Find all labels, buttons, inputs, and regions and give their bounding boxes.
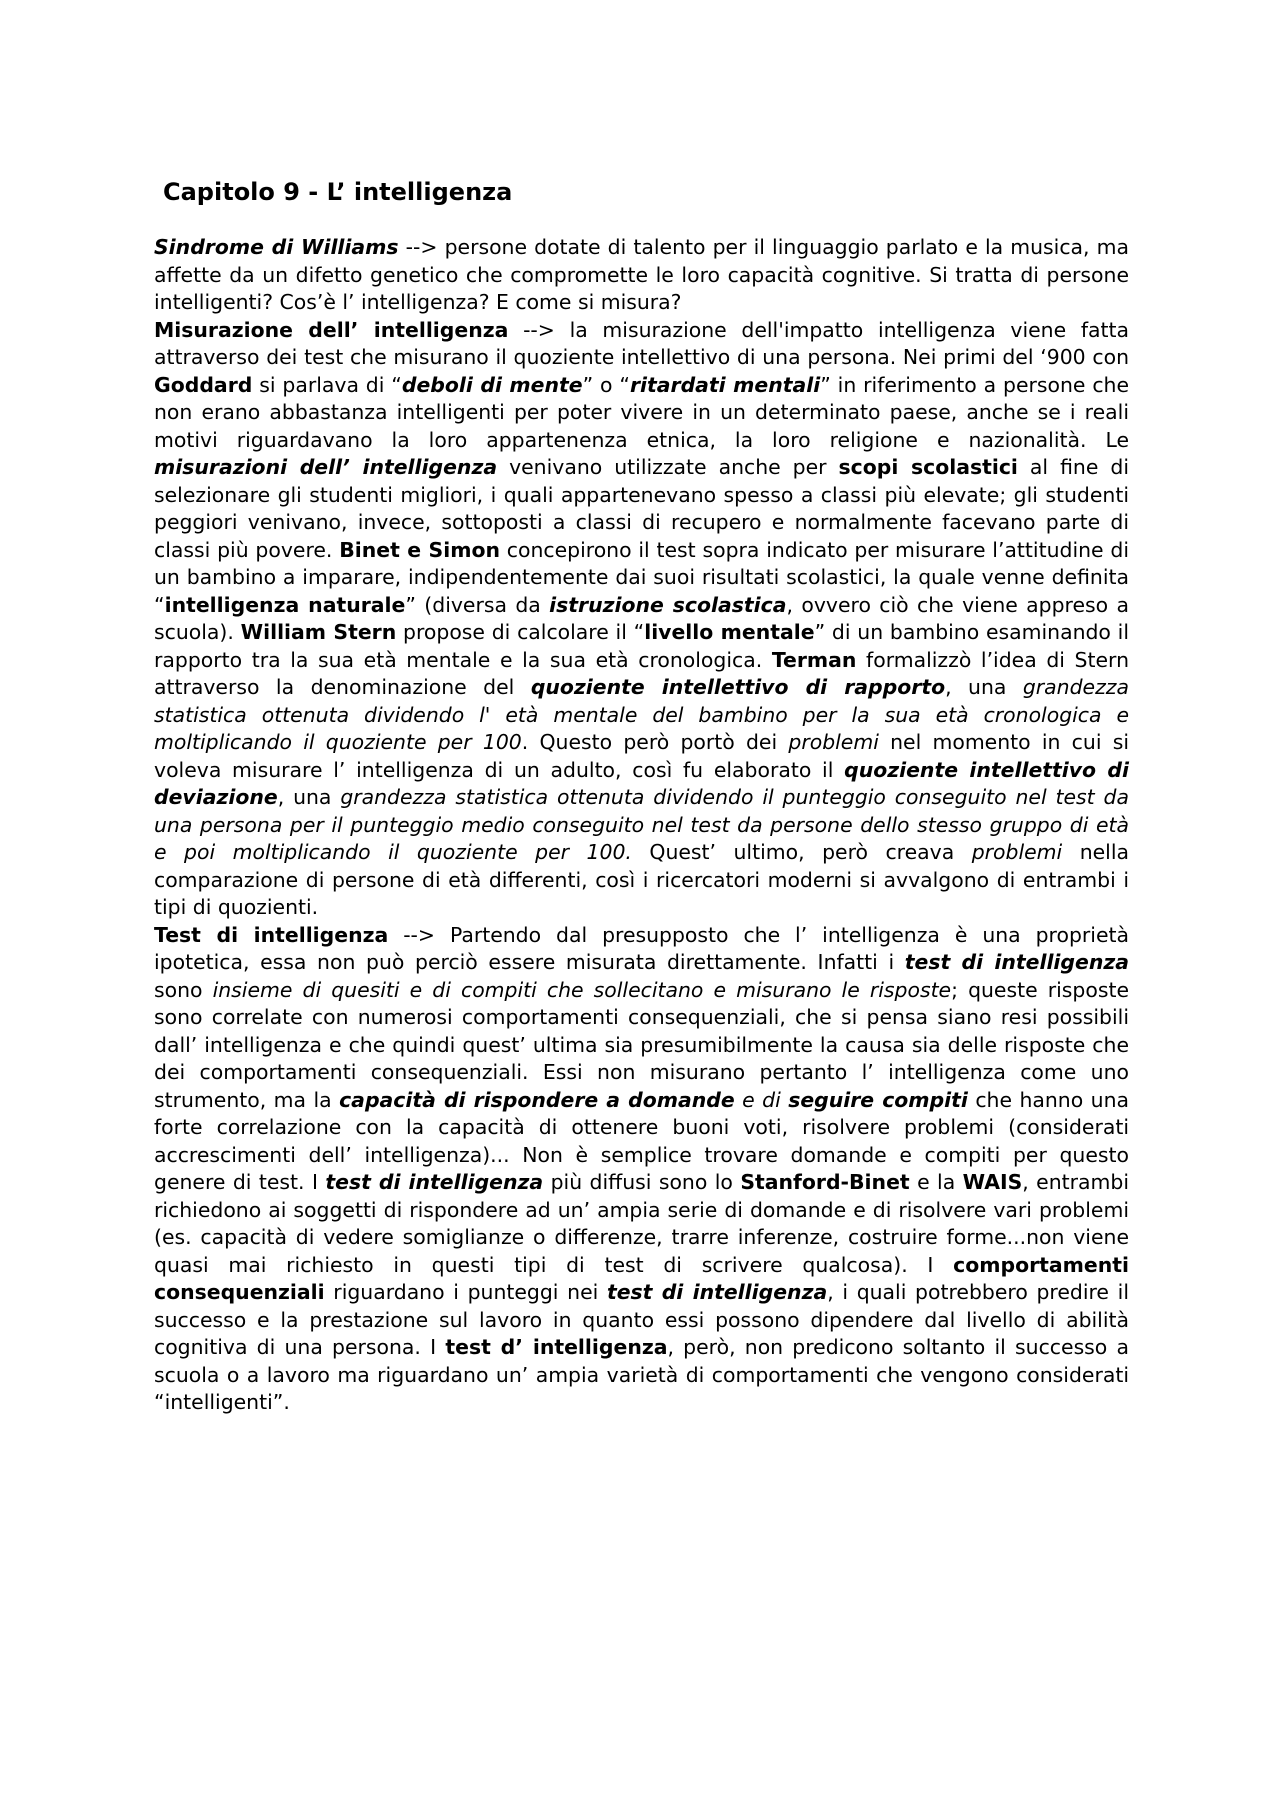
bold-italic-text: capacità di rispondere a domande (339, 1087, 735, 1112)
body-text (735, 1088, 742, 1112)
document-body (154, 234, 1129, 1417)
bold-text: WAIS (962, 1170, 1023, 1194)
body-text: concepirono il test sopra indicato per misurare l’attitudine di un bambino a imparare, indipendentemente dai suoi risultati scolastici, la quale venne definita “ (154, 537, 1129, 617)
bold-italic-text: seguire compiti (788, 1087, 968, 1112)
body-text: Quest’ ultimo, però creava (631, 840, 972, 864)
italic-text: problemi (788, 730, 879, 754)
body-text: e la (909, 1170, 963, 1194)
bold-text: William Stern (240, 620, 397, 644)
body-text: ” (diversa da (405, 592, 550, 617)
bold-italic-text: misurazioni dell’ intelligenza (154, 455, 498, 479)
body-text: che hanno una forte correlazione con la capacità di ottenere buoni voti, risolvere problemi (considerati accrescimenti dell’ intelligenza)... Non è semplice trovare domande e compiti per questo genere di test. I (154, 1087, 1129, 1194)
paragraph (154, 922, 1129, 1417)
body-text: ” di un bambino esaminando il rapporto tra la sua età mentale e la sua età cronologica. (154, 620, 1129, 672)
body-text: si parlava di “ (252, 372, 402, 397)
body-text: più diffusi sono lo (543, 1170, 741, 1194)
body-text: , però, non predicono soltanto il successo a scuola o a lavoro ma riguardano un’ ampia varietà di comportamenti che vengono considerati “intelligenti”. (154, 1335, 1129, 1414)
bold-text: Stanford-Binet (740, 1170, 910, 1194)
bold-italic-text: test di intelligenza (606, 1280, 828, 1304)
bold-italic-text: quoziente intellettivo di deviazione (154, 757, 1130, 809)
body-text: ; queste risposte sono correlate con numerosi comportamenti consequenziali, che si pensa siano resi possibili dall’ intelligenza e che quindi quest’ ultima sia presumibilmente la causa sia delle risposte che dei comportamenti consequenziali. Essi non misurano pertanto l’ intelligenza come uno strumento, ma la (154, 977, 1129, 1112)
body-text: propose di calcolare il “ (396, 620, 645, 644)
body-text: nella comparazione di persone di età differenti, così i ricercatori moderni si avvalgono di entrambi i tipi di quozienti. (154, 840, 1129, 919)
italic-text: e di (742, 1087, 781, 1112)
chapter-title: Capitolo 9 - L’ intelligenza (163, 178, 513, 206)
body-text: , una (945, 675, 1023, 699)
body-text: , entrambi richiedono ai soggetti di rispondere ad un’ ampia serie di domande e di risolvere vari problemi (es. capacità di vedere somiglianze o differenze, trarre inferenze, costruire forme...non viene quasi mai richiesto in questi tipi di test di scrivere qualcosa). I (154, 1170, 1129, 1277)
bold-italic-text: ritardati mentali (629, 372, 821, 397)
paragraph (154, 234, 1129, 317)
body-text: , una (277, 785, 341, 809)
bold-text: intelligenza naturale (164, 592, 406, 617)
bold-text: test d’ intelligenza (445, 1335, 668, 1359)
bold-italic-text: deboli di mente (401, 372, 583, 397)
bold-text: scopi scolastici (838, 455, 1018, 479)
bold-italic-text: test di intelligenza (904, 950, 1129, 974)
bold-text: Terman (771, 647, 857, 672)
body-text: formalizzò l’idea di Stern attraverso la denominazione del (154, 647, 1129, 699)
bold-text: Binet e Simon (339, 537, 500, 562)
bold-text: comportamenti consequenziali (154, 1252, 1129, 1304)
body-text: --> persone dotate di talento per il linguaggio parlato e la musica, ma affette da un difetto genetico che compromette le loro capacità cognitive. Si tratta di persone intelligenti? Cos’è l’ intelligenza? E come si misura? (154, 235, 1129, 314)
bold-text: Misurazione dell’ intelligenza (154, 317, 509, 342)
bold-text: Test di intelligenza (154, 922, 389, 947)
body-text: , i quali potrebbero predire il successo e la prestazione sul lavoro in quanto essi possono dipendere dal livello di abilità cognitiva di una persona. I (154, 1280, 1129, 1359)
italic-text: grandezza statistica ottenuta dividendo il punteggio conseguito nel test da una persona per il punteggio medio conseguito nel test da persone dello stesso gruppo di età e poi moltiplicando il quoziente per 100. (154, 785, 1129, 864)
body-text: ” o “ (582, 372, 630, 397)
italic-text: insieme di quesiti e di compiti che sollecitano e misurano le risposte (212, 977, 952, 1002)
body-text: venivano utilizzate anche per (497, 455, 839, 479)
bold-italic-text: quoziente intellettivo di rapporto (530, 675, 946, 699)
bold-text: Goddard (154, 372, 253, 397)
paragraph (154, 317, 1129, 922)
body-text: ” in riferimento a persone che non erano abbastanza intelligenti per poter vivere in un determinato paese, anche se i reali motivi riguardavano la loro appartenenza etnica, la loro religione e nazionalità. Le (154, 372, 1129, 452)
body-text: --> Partendo dal presupposto che l’ intelligenza è una proprietà ipotetica, essa non può perciò essere misurata direttamente. Infatti i (154, 922, 1129, 974)
body-text: , ovvero ciò che viene appreso a scuola). (154, 592, 1130, 644)
bold-italic-text: istruzione scolastica (549, 592, 787, 617)
italic-text: grandezza statistica ottenuta dividendo l' età mentale del bambino per la sua età cronologica e moltiplicando il quoziente per 100 (154, 675, 1129, 754)
body-text: al fine di selezionare gli studenti migliori, i quali appartenevano spesso a classi più elevate; gli studenti peggiori venivano, invece, sottoposti a classi di recupero e normalmente facevano parte di classi più povere. (154, 455, 1129, 562)
body-text: --> la misurazione dell'impatto intelligenza viene fatta attraverso dei test che misurano il quoziente intellettivo di una persona. Nei primi del ‘900 con (154, 317, 1129, 369)
body-text: sono (154, 977, 213, 1002)
body-text: riguardano i punteggi nei (324, 1280, 607, 1304)
bold-italic-text: test di intelligenza (325, 1170, 544, 1194)
body-text: . Questo però portò dei (521, 730, 789, 754)
bold-italic-text: Sindrome di Williams (154, 235, 399, 259)
bold-text: livello mentale (644, 620, 815, 644)
body-text: nel momento in cui si voleva misurare l’ intelligenza di un adulto, così fu elaborato il (154, 730, 1130, 782)
italic-text: problemi (971, 840, 1063, 864)
